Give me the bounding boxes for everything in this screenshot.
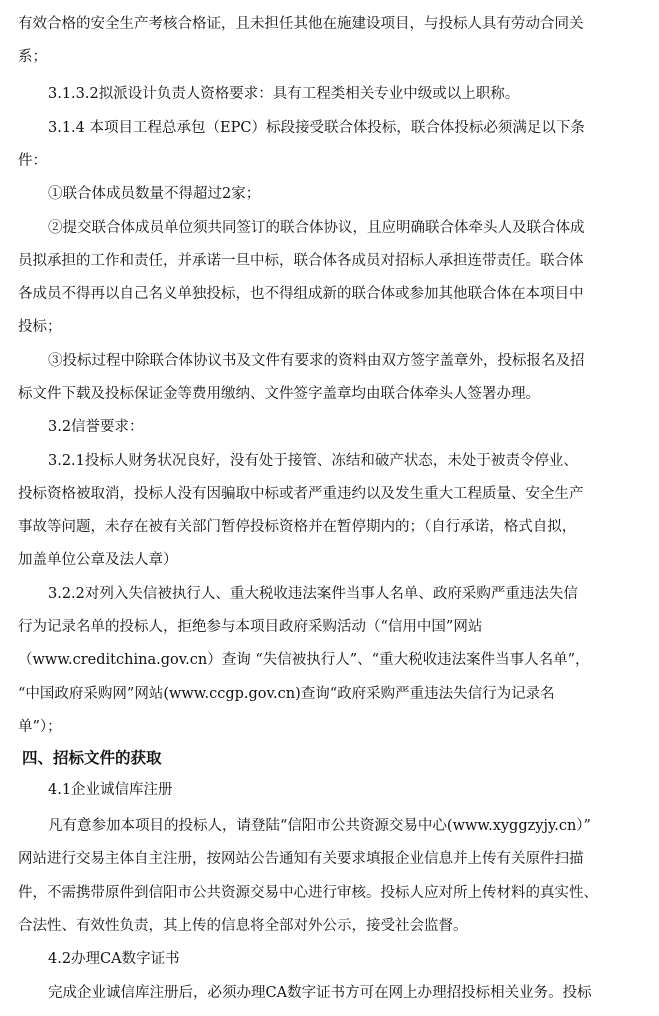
- text-line: 完成企业诚信库注册后，必须办理CA数字证书方可在网上办理招投标相关业务。投标: [48, 985, 592, 1001]
- text-line: 各成员不得再以自己名义单独投标，也不得组成新的联合体或参加其他联合体在本项目中: [18, 286, 584, 302]
- text-line: ①联合体成员数量不得超过2家；: [48, 186, 261, 202]
- text-line: ③投标过程中除联合体协议书及文件有要求的资料由双方签字盖章外，投标报名及招: [48, 353, 585, 369]
- text-line: 系；: [18, 49, 47, 65]
- text-line: 合法性、有效性负责，其上传的信息将全部对外公示，接受社会监督。: [18, 918, 468, 934]
- text-line: 件，不需携带原件到信阳市公共资源交易中心进行审核。投标人应对所上传材料的真实性、: [18, 885, 598, 901]
- text-line: “中国政府采购网”网站(www.ccgp.gov.cn)查询“政府采购严重违法失信行为记录名: [18, 686, 555, 702]
- text-line: 3.2.1投标人财务状况良好，没有处于接管、冻结和破产状态，未处于被责令停业、: [48, 453, 578, 469]
- text-line: 3.1.3.2拟派设计负责人资格要求：具有工程类相关专业中级或以上职称。: [48, 86, 520, 102]
- text-line: （www.creditchina.gov.cn）查询 “失信被执行人”、“重大税收违法案件当事人名单”，: [18, 652, 590, 668]
- text-line: 凡有意参加本项目的投标人，请登陆“信阳市公共资源交易中心(www.xyggzyjy.cn）”: [48, 818, 591, 834]
- text-line: 事故等问题，未存在被有关部门暂停投标资格并在暂停期内的；（自行承诺，格式自拟，: [18, 519, 577, 535]
- text-line: 3.2信誉要求：: [48, 419, 144, 435]
- text-line: 投标；: [18, 319, 62, 335]
- text-line: 4.1企业诚信库注册: [48, 782, 173, 798]
- text-line: 单”）；: [18, 719, 62, 735]
- text-line: ②提交联合体成员单位须共同签订的联合体协议，且应明确联合体牵头人及联合体成: [48, 220, 585, 236]
- section-heading: 四、招标文件的获取: [22, 749, 162, 767]
- text-line: 3.2.2对列入失信被执行人、重大税收违法案件当事人名单、政府采购严重违法失信: [48, 586, 578, 602]
- text-line: 行为记录名单的投标人，拒绝参与本项目政府采购活动（“信用中国”网站: [18, 619, 483, 635]
- text-line: 投标资格被取消，投标人没有因骗取中标或者严重违约以及发生重大工程质量、安全生产: [18, 486, 584, 502]
- text-line: 件：: [18, 153, 47, 169]
- text-line: 3.1.4 本项目工程总承包（EPC）标段接受联合体投标，联合体投标必须满足以下条: [48, 120, 585, 136]
- text-line: 加盖单位公章及法人章）: [18, 552, 178, 568]
- text-line: 4.2办理CA数字证书: [48, 951, 180, 967]
- text-line: 标文件下载及投标保证金等费用缴纳、文件签字盖章均由联合体牵头人签署办理。: [18, 386, 540, 402]
- text-line: 有效合格的安全生产考核合格证，且未担任其他在施建设项目，与投标人具有劳动合同关: [18, 16, 584, 32]
- text-line: 网站进行交易主体自主注册，按网站公告通知有关要求填报企业信息并上传有关原件扫描: [18, 851, 584, 867]
- text-line: 员拟承担的工作和责任，并承诺一旦中标，联合体各成员对招标人承担连带责任。联合体: [18, 253, 584, 269]
